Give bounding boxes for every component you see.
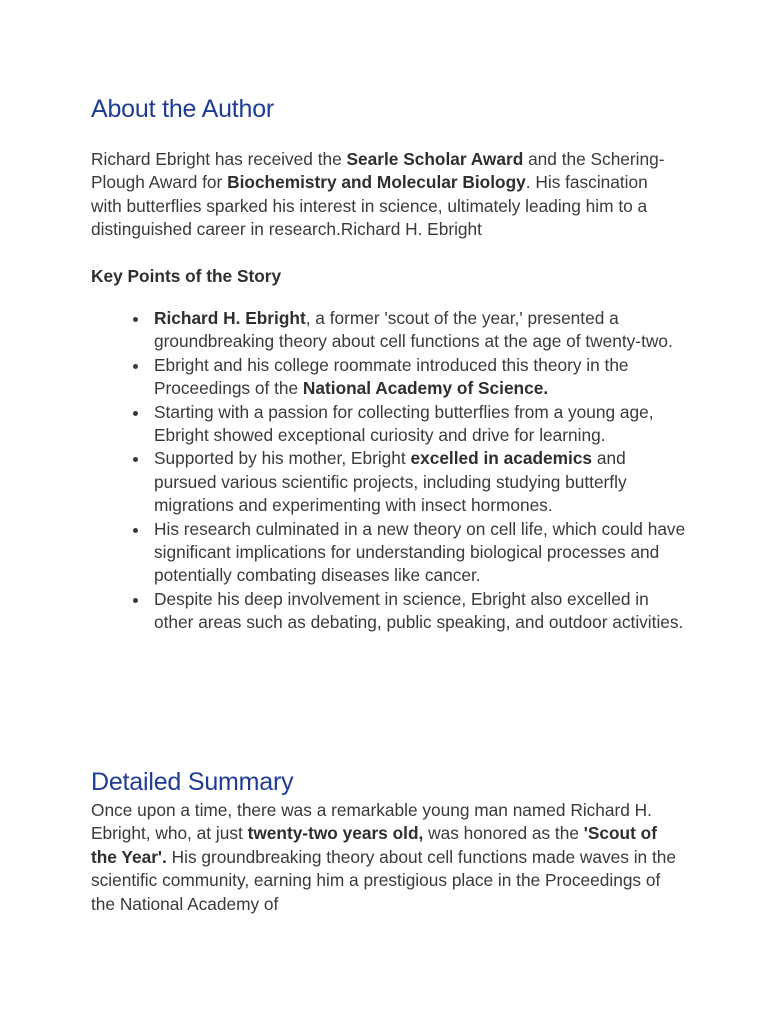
list-item-text: , a former 'scout of the year,' presented a groundbreaking theory about cell functions at the age of twenty-two. — [154, 308, 673, 352]
list-item — [154, 401, 691, 448]
detailed-summary-heading: Detailed Summary — [91, 768, 294, 796]
list-item — [154, 588, 691, 635]
summary-text: was honored as the — [423, 823, 584, 844]
summary-bold-title: 'Scout of the Year'. — [91, 823, 657, 867]
list-item — [154, 354, 691, 401]
list-item-text: Despite his deep involvement in science, Ebright also excelled in other areas such as debating, public speaking, and outdoor activities. — [154, 588, 684, 633]
list-item-bold: National Academy of Science. — [302, 378, 549, 399]
list-item — [154, 307, 691, 354]
about-author-heading: About the Author — [91, 95, 275, 123]
key-points-list — [91, 307, 691, 635]
list-item-text: Ebright and his college roommate introduced this theory in the Proceedings of the — [154, 354, 629, 399]
list-item-text: and pursued various scientific projects, including studying butterfly migrations and experimenting with insect hormones. — [154, 448, 627, 516]
intro-text: Richard Ebright has received the — [91, 149, 347, 169]
intro-bold-award: Searle Scholar Award — [346, 149, 524, 169]
list-item-text: Starting with a passion for collecting butterflies from a young age, Ebright showed exceptional curiosity and drive for learning. — [154, 401, 654, 446]
summary-paragraph — [91, 799, 681, 916]
list-item-bold: excelled in academics — [410, 448, 593, 469]
key-points-title: Key Points of the Story — [91, 266, 282, 286]
intro-bold-field: Biochemistry and Molecular Biology — [227, 172, 526, 193]
list-item-text: Supported by his mother, Ebright — [154, 448, 411, 469]
summary-text: His groundbreaking theory about cell functions made waves in the scientific community, earning him a prestigious place in the Proceedings of the National Academy of — [91, 846, 676, 914]
author-intro-paragraph — [91, 148, 681, 242]
list-item — [154, 447, 691, 517]
summary-text: Once upon a time, there was a remarkable young man named Richard H. Ebright, who, at just — [91, 800, 652, 844]
intro-text: . His fascination with butterflies sparked his interest in science, ultimately leading him to a distinguished career in research.Richard H. Ebright — [91, 172, 648, 240]
list-item-bold: Richard H. Ebright — [154, 308, 306, 328]
list-item — [154, 518, 691, 588]
summary-bold-age: twenty-two years old, — [247, 823, 424, 844]
list-item-text: His research culminated in a new theory on cell life, which could have significant implications for understanding biological processes and potentially combating diseases like cancer. — [154, 518, 686, 586]
intro-text: and the Schering-Plough Award for — [91, 149, 665, 193]
